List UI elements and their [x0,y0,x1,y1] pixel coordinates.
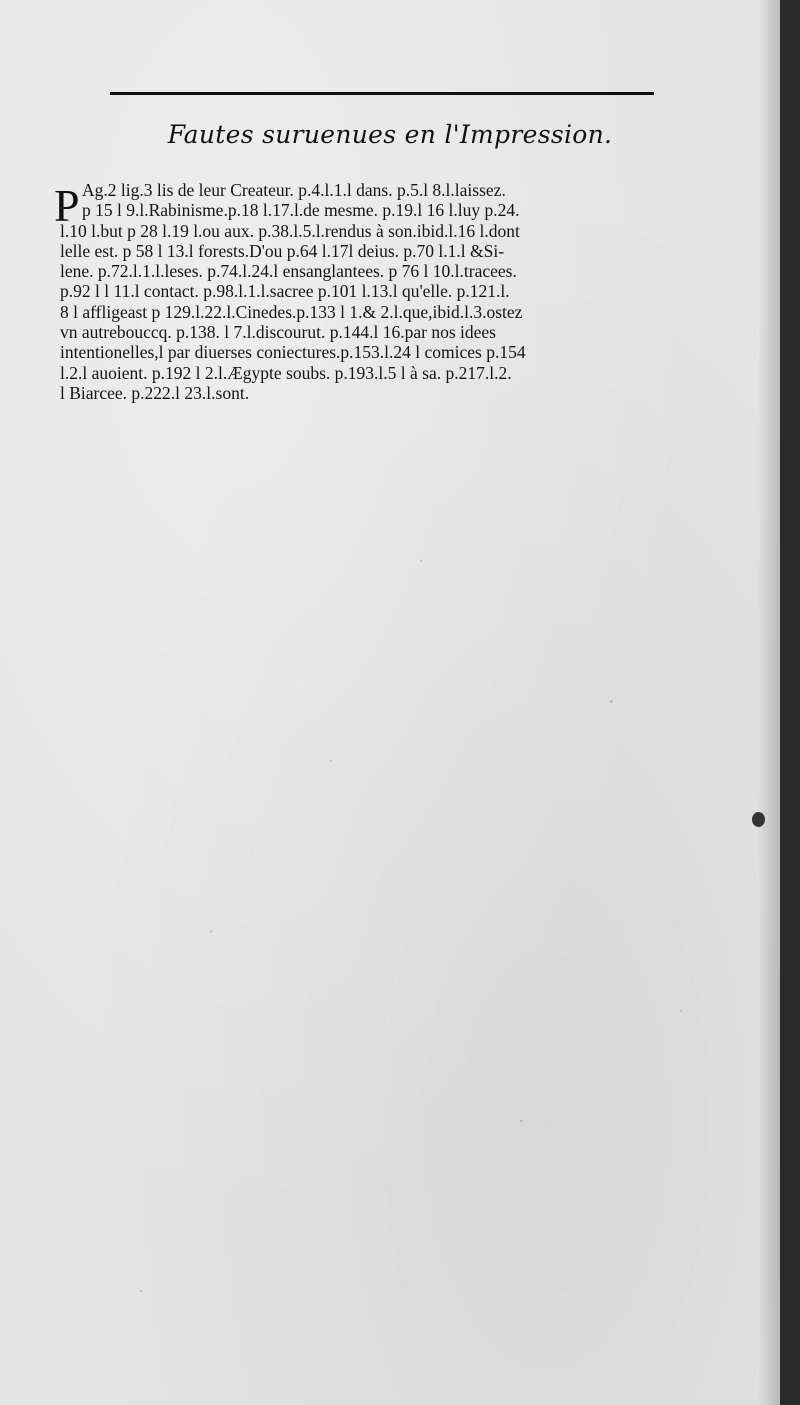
errata-line: l Biarcee. p.222.l 23.l.sont. [60,382,250,403]
paper-speck [420,560,422,562]
header-rule [110,92,654,95]
errata-line: l.2.l auoient. p.192 l 2.l.Ægypte soubs. p.193.l.5 l à sa. p.217.l.2. [60,362,512,383]
paper-speck [140,1290,142,1292]
errata-line: 8 l affligeast p 129.l.22.l.Cinedes.p.133 l 1.& 2.l.que,ibid.l.3.ostez [60,301,523,322]
errata-line: lene. p.72.l.1.l.leses. p.74.l.24.l ensanglantees. p 76 l 10.l.tracees. [60,261,517,282]
errata-text [54,180,700,403]
paper-speck [520,1120,523,1122]
paper-speck [610,700,613,703]
errata-line: Ag.2 lig.3 lis de leur Createur. p.4.l.1.l dans. p.5.l 8.l.laissez. [82,180,506,200]
errata-line: vn autrebouccq. p.138. l 7.l.discourut. p.144.l 16.par nos idees [60,322,496,343]
page-edge-shadow [758,0,780,1405]
drop-cap: P [54,180,80,231]
paper-speck [210,930,212,933]
errata-line: p.92 l l 11.l contact. p.98.l.1.l.sacree p.101 l.13.l qu'elle. p.121.l. [60,281,510,302]
paper-speck [330,760,332,762]
errata-line: lelle est. p 58 l 13.l forests.D'ou p.64 l.17l deius. p.70 l.1.l &Si- [60,240,505,261]
errata-line: l.10 l.but p 28 l.19 l.ou aux. p.38.l.5.l.rendus à son.ibid.l.16 l.dont [60,220,520,241]
errata-line: intentionelles,l par diuerses coniectures.p.153.l.24 l comices p.154 [60,342,526,363]
page-title: Fautes suruenues en l'Impression. [167,120,613,149]
errata-line: p 15 l 9.l.Rabinisme.p.18 l.17.l.de mesme. p.19.l 16 l.luy p.24. [82,200,520,221]
paper-speck [680,1010,682,1012]
